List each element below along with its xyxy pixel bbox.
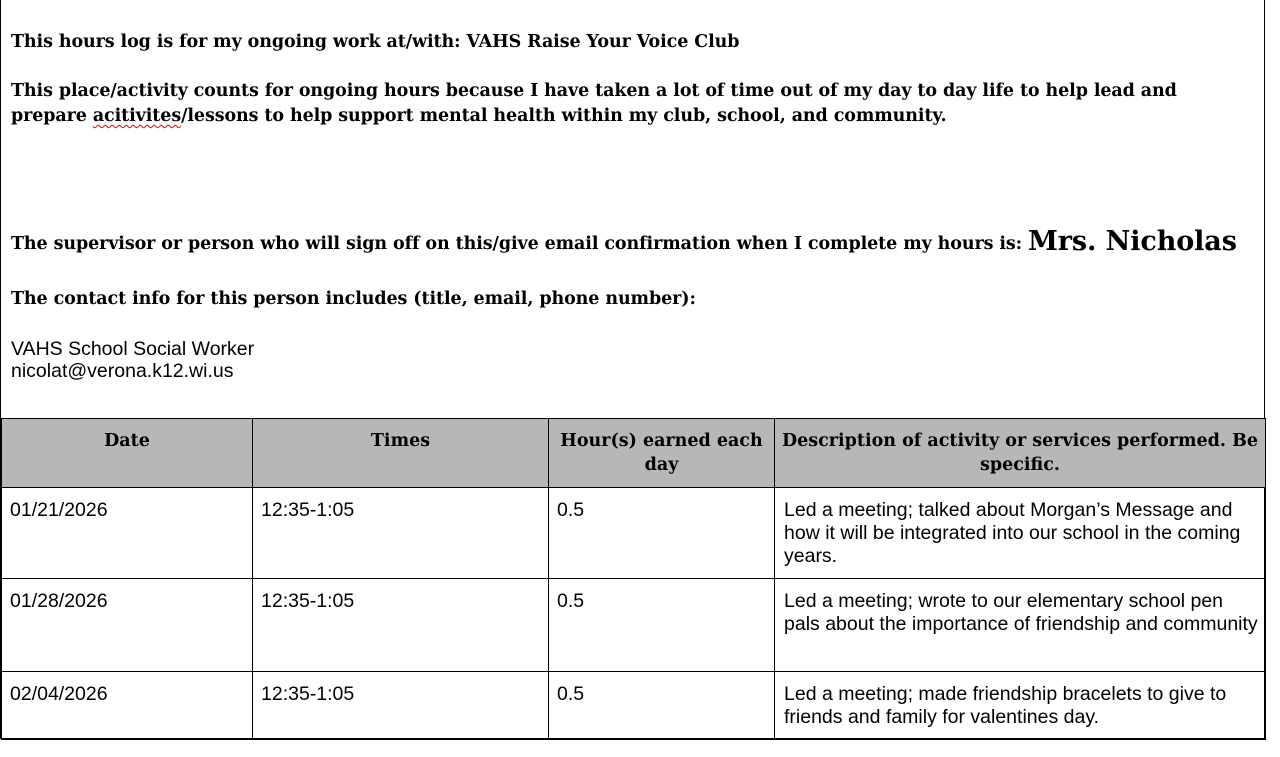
- cell-hours[interactable]: 0.5: [549, 488, 775, 579]
- contact-info: [11, 338, 611, 382]
- column-header-date: Date: [2, 419, 253, 488]
- cell-times[interactable]: 12:35-1:05: [253, 579, 549, 672]
- column-header-times: Times: [253, 419, 549, 488]
- table-row: [2, 488, 1266, 579]
- ongoing-work-prefix: This hours log is for my ongoing work at/with:: [11, 32, 467, 52]
- table-header-row: [2, 419, 1266, 488]
- cell-description[interactable]: Led a meeting; made friendship bracelets to give to friends and family for valentines day.: [775, 672, 1266, 740]
- hours-table: [1, 418, 1266, 740]
- reason-paragraph: [11, 79, 1256, 129]
- cell-hours[interactable]: 0.5: [549, 672, 775, 740]
- supervisor-prefix: The supervisor or person who will sign off on this/give email confirmation when I complete my hours is:: [11, 234, 1029, 254]
- reason-text-part1: This place/activity counts for ongoing hours because I have taken a lot of time out of my day to day life to help lead and prepare: [11, 81, 1177, 126]
- cell-times[interactable]: 12:35-1:05: [253, 488, 549, 579]
- column-header-description: Description of activity or services performed. Be specific.: [775, 419, 1266, 488]
- table-row: [2, 579, 1266, 672]
- supervisor-line: [11, 228, 1261, 257]
- cell-date[interactable]: 02/04/2026: [2, 672, 253, 740]
- supervisor-name: Mrs. Nicholas: [1028, 226, 1237, 257]
- reason-text-part2: /lessons to help support mental health within my club, school, and community.: [181, 106, 947, 126]
- cell-description[interactable]: Led a meeting; wrote to our elementary school pen pals about the importance of friendship and community: [775, 579, 1266, 672]
- contact-title: VAHS School Social Worker: [11, 338, 255, 360]
- ongoing-work-line: [11, 30, 1251, 55]
- ongoing-work-place: VAHS Raise Your Voice Club: [466, 32, 740, 52]
- cell-date[interactable]: 01/21/2026: [2, 488, 253, 579]
- contact-email: nicolat@verona.k12.wi.us: [11, 360, 234, 382]
- cell-date[interactable]: 01/28/2026: [2, 579, 253, 672]
- contact-info-label: The contact info for this person includes (title, email, phone number):: [11, 289, 696, 309]
- table-row: [2, 672, 1266, 740]
- column-header-hours: Hour(s) earned each day: [549, 419, 775, 488]
- misspelled-word[interactable]: acitivites: [92, 106, 182, 126]
- cell-description[interactable]: Led a meeting; talked about Morgan’s Message and how it will be integrated into our school in the coming years.: [775, 488, 1266, 579]
- cell-times[interactable]: 12:35-1:05: [253, 672, 549, 740]
- cell-hours[interactable]: 0.5: [549, 579, 775, 672]
